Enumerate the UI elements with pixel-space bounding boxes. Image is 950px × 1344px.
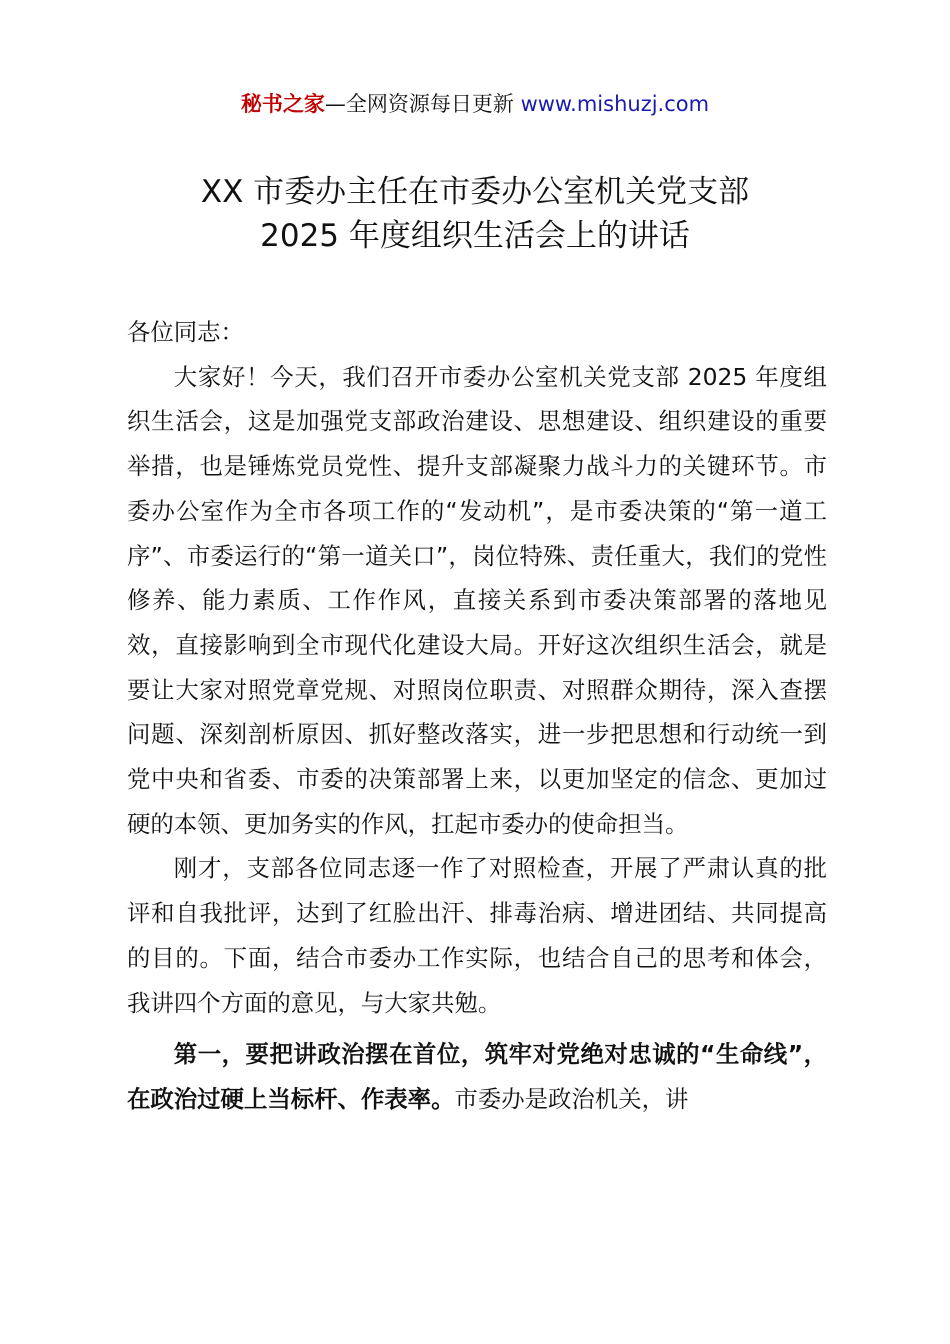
title-line-1: XX 市委办主任在市委办公室机关党支部 — [200, 174, 750, 210]
document-title — [0, 170, 950, 258]
paragraph-point-one — [127, 1032, 827, 1121]
site-banner — [0, 88, 950, 120]
banner-slogan: —全网资源每日更新 — [324, 92, 521, 116]
site-url-link[interactable]: www.mishuzj.com — [520, 92, 710, 116]
paragraph-opening: 大家好！今天，我们召开市委办公室机关党支部 2025 年度组织生活会，这是加强党支部政治建设、思想建设、组织建设的重要举措，也是锤炼党员党性、提升支部凝聚力战斗力的关键环节。市委办公室作为全市各项工作的“发动机”，是市委决策的“第一道工序”、市委运行的“第一道关口”，岗位特殊、责任重大，我们的党性修养、能力素质、工作作风，直接关系到市委决策部署的落地见效，直接影响到全市现代化建设大局。开好这次组织生活会，就是要让大家对照党章党规、对照岗位职责、对照群众期待，深入查摆问题、深刻剖析原因、抓好整改落实，进一步把思想和行动统一到党中央和省委、市委的决策部署上来，以更加坚定的信念、更加过硬的本领、更加务实的作风，扛起市委办的使命担当。 — [127, 362, 827, 838]
document-body — [127, 310, 827, 1122]
salutation: 各位同志： — [127, 318, 244, 346]
title-line-2: 2025 年度组织生活会上的讲话 — [260, 218, 690, 254]
paragraph-review: 刚才，支部各位同志逐一作了对照检查，开展了严肃认真的批评和自我批评，达到了红脸出汗、排毒治病、增进团结、共同提高的目的。下面，结合市委办工作实际，也结合自己的思考和体会，我讲四个方面的意见，与大家共勉。 — [127, 854, 827, 1017]
point-one-heading: 第一，要把讲政治摆在首位，筑牢对党绝对忠诚的“生命线”，在政治过硬上当标杆、作表率。 — [127, 1040, 827, 1113]
brand-name: 秘书之家 — [240, 92, 325, 116]
point-one-text: 市委办是政治机关，讲 — [454, 1084, 689, 1113]
